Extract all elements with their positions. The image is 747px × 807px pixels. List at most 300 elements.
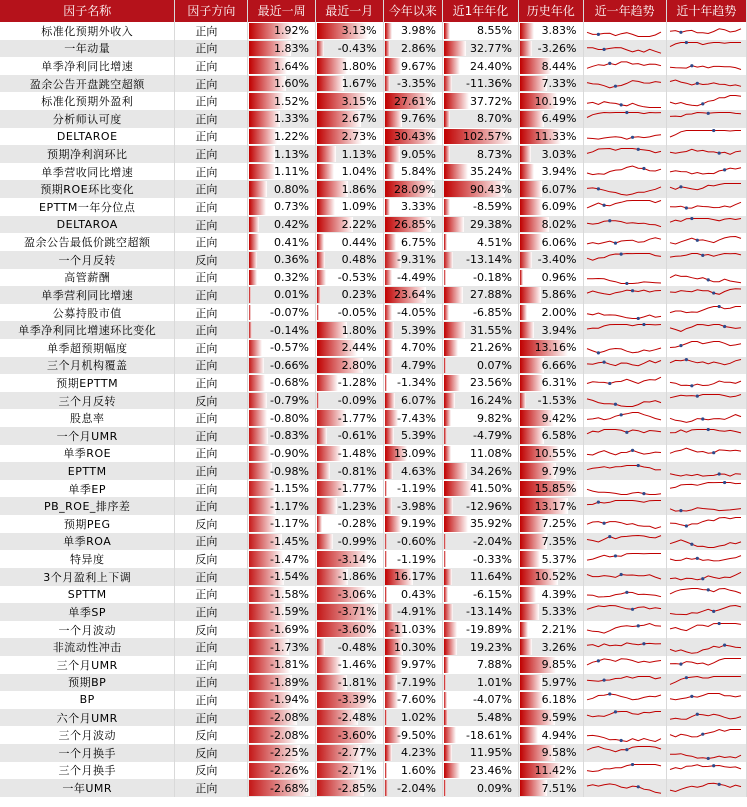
trend-1y-sparkline <box>583 92 666 110</box>
cell-value: -9.31% <box>397 253 436 267</box>
cell-value: 1.64% <box>274 59 309 73</box>
factor-name: SPTTM <box>0 586 175 604</box>
trend-1y-sparkline <box>583 445 666 463</box>
cell-value: -1.47% <box>270 552 309 566</box>
cell-last-week <box>248 233 316 251</box>
table-row <box>0 533 747 551</box>
sparkline-marker <box>696 82 699 85</box>
trend-1y-sparkline <box>583 233 666 251</box>
cell-1y-annualized <box>442 533 518 551</box>
factor-name: 一个月UMR <box>0 427 175 445</box>
cell-ytd <box>383 251 442 269</box>
trend-1y-sparkline <box>583 621 666 639</box>
trend-10y-sparkline <box>666 568 746 586</box>
cell-last-month <box>315 75 383 93</box>
factor-name: 三个月反转 <box>0 392 175 410</box>
sparkline-path <box>587 254 661 261</box>
table-row <box>0 586 747 604</box>
factor-name: 三个月换手 <box>0 762 175 780</box>
cell-value: -0.68% <box>270 376 309 390</box>
cell-value: 11.33% <box>534 129 577 143</box>
table-row <box>0 128 747 146</box>
trend-1y-sparkline <box>583 462 666 480</box>
cell-value: 7.33% <box>541 77 577 91</box>
factor-direction: 正向 <box>175 691 248 709</box>
sparkline-path <box>670 572 741 580</box>
cell-last-week <box>248 40 316 58</box>
cell-value: 4.70% <box>401 341 436 355</box>
cell-value: 1.13% <box>274 147 309 161</box>
cell-value: -6.85% <box>473 306 512 320</box>
cell-last-month <box>315 568 383 586</box>
cell-value: 5.86% <box>541 288 577 302</box>
cell-value: 23.46% <box>470 763 512 777</box>
cell-last-month <box>315 40 383 58</box>
cell-last-week <box>248 304 316 322</box>
factor-direction: 正向 <box>175 586 248 604</box>
trend-1y-sparkline <box>583 515 666 533</box>
cell-value: -0.79% <box>270 394 309 408</box>
factor-direction: 反向 <box>175 726 248 744</box>
header-ytd: 今年以来 <box>383 0 442 22</box>
cell-ytd <box>383 92 442 110</box>
cell-value: 19.23% <box>470 640 512 654</box>
cell-value: -3.26% <box>537 41 577 55</box>
sparkline-path <box>587 489 661 494</box>
sparkline-marker <box>608 382 611 385</box>
sparkline-marker <box>696 556 699 559</box>
trend-1y-sparkline <box>583 357 666 375</box>
sparkline-path <box>587 783 661 792</box>
cell-last-month <box>315 145 383 163</box>
cell-value: 1.01% <box>477 675 512 689</box>
sparkline-marker <box>636 624 639 627</box>
cell-ytd <box>383 128 442 146</box>
cell-ytd <box>383 744 442 762</box>
trend-1y-sparkline <box>583 586 666 604</box>
trend-10y-sparkline <box>666 269 746 287</box>
trend-10y-sparkline <box>666 744 746 762</box>
table-row <box>0 145 747 163</box>
trend-1y-sparkline <box>583 638 666 656</box>
cell-value: 2.86% <box>401 41 436 55</box>
sparkline-marker <box>630 290 633 293</box>
sparkline-marker <box>723 168 726 171</box>
cell-hist-annualized <box>518 357 583 375</box>
sparkline-path <box>587 747 661 752</box>
cell-value: 1.04% <box>341 165 377 179</box>
table-row <box>0 515 747 533</box>
cell-ytd <box>383 586 442 604</box>
header-factor-name: 因子名称 <box>0 0 175 22</box>
cell-last-month <box>315 286 383 304</box>
cell-hist-annualized <box>518 40 583 58</box>
factor-name: 分析师认可度 <box>0 110 175 128</box>
cell-last-month <box>315 92 383 110</box>
sparkline-marker <box>602 48 605 51</box>
sparkline-path <box>670 65 741 69</box>
trend-10y-sparkline <box>666 533 746 551</box>
sparkline-marker <box>690 385 693 388</box>
cell-value: 4.39% <box>541 587 577 601</box>
cell-value: -0.99% <box>337 534 377 548</box>
cell-value: 4.94% <box>541 728 577 742</box>
cell-hist-annualized <box>518 110 583 128</box>
cell-value: 0.48% <box>341 253 377 267</box>
cell-value: 41.50% <box>470 482 512 496</box>
trend-1y-sparkline <box>583 374 666 392</box>
cell-value: 1.60% <box>401 763 436 777</box>
trend-1y-sparkline <box>583 603 666 621</box>
sparkline-marker <box>596 187 599 190</box>
cell-hist-annualized <box>518 92 583 110</box>
sparkline-marker <box>596 33 599 36</box>
sparkline-marker <box>619 103 622 106</box>
cell-value: 0.32% <box>274 270 309 284</box>
trend-1y-sparkline <box>583 22 666 40</box>
factor-direction: 反向 <box>175 621 248 639</box>
cell-1y-annualized <box>442 304 518 322</box>
cell-value: 2.73% <box>341 129 377 143</box>
cell-value: -1.77% <box>337 482 377 496</box>
cell-hist-annualized <box>518 57 583 75</box>
cell-value: -0.14% <box>270 323 309 337</box>
cell-value: 2.80% <box>341 358 377 372</box>
cell-last-week <box>248 374 316 392</box>
cell-hist-annualized <box>518 586 583 604</box>
cell-value: 3.94% <box>541 323 577 337</box>
cell-value: 5.39% <box>401 323 436 337</box>
cell-1y-annualized <box>442 497 518 515</box>
cell-hist-annualized <box>518 726 583 744</box>
cell-ytd <box>383 57 442 75</box>
cell-hist-annualized <box>518 392 583 410</box>
cell-value: 15.85% <box>534 482 577 496</box>
cell-value: -2.25% <box>270 746 309 760</box>
trend-10y-sparkline <box>666 180 746 198</box>
trend-10y-sparkline <box>666 22 746 40</box>
factor-name: DELTAROE <box>0 128 175 146</box>
cell-value: -4.05% <box>397 306 436 320</box>
trend-10y-sparkline <box>666 163 746 181</box>
trend-10y-sparkline <box>666 128 746 146</box>
cell-hist-annualized <box>518 286 583 304</box>
cell-value: -3.06% <box>337 587 377 601</box>
trend-1y-sparkline <box>583 286 666 304</box>
table-row <box>0 568 747 586</box>
table-row <box>0 216 747 234</box>
cell-value: -2.26% <box>270 763 309 777</box>
factor-direction: 正向 <box>175 57 248 75</box>
cell-value: 11.64% <box>470 570 512 584</box>
factor-direction: 正向 <box>175 409 248 427</box>
sparkline-marker <box>619 739 622 742</box>
sparkline-path <box>670 540 741 548</box>
cell-value: -2.85% <box>337 781 377 795</box>
cell-value: 0.07% <box>477 358 512 372</box>
cell-last-month <box>315 233 383 251</box>
factor-direction: 正向 <box>175 92 248 110</box>
cell-value: -1.19% <box>397 482 436 496</box>
sparkline-marker <box>613 85 616 88</box>
cell-1y-annualized <box>442 233 518 251</box>
cell-last-month <box>315 638 383 656</box>
sparkline-marker <box>717 622 720 625</box>
factor-name: EPTTM <box>0 462 175 480</box>
factor-direction: 正向 <box>175 145 248 163</box>
cell-1y-annualized <box>442 550 518 568</box>
sparkline-marker <box>608 61 611 64</box>
trend-1y-sparkline <box>583 269 666 287</box>
factor-name: 预期BP <box>0 674 175 692</box>
sparkline-marker <box>696 395 699 398</box>
cell-hist-annualized <box>518 638 583 656</box>
cell-value: -13.14% <box>466 253 512 267</box>
sparkline-marker <box>619 573 622 576</box>
cell-last-month <box>315 392 383 410</box>
cell-value: 10.52% <box>534 570 577 584</box>
sparkline-path <box>587 764 661 771</box>
sparkline-path <box>670 645 741 653</box>
sparkline-path <box>670 783 741 791</box>
sparkline-marker <box>630 449 633 452</box>
trend-10y-sparkline <box>666 462 746 480</box>
cell-value: -0.33% <box>473 552 512 566</box>
sparkline-marker <box>712 292 715 295</box>
sparkline-path <box>587 575 661 580</box>
factor-direction: 正向 <box>175 357 248 375</box>
sparkline-marker <box>625 431 628 434</box>
cell-value: 5.33% <box>541 605 577 619</box>
factor-direction: 正向 <box>175 269 248 287</box>
factor-name: 一个月换手 <box>0 744 175 762</box>
trend-10y-sparkline <box>666 216 746 234</box>
sparkline-marker <box>690 217 693 220</box>
trend-1y-sparkline <box>583 480 666 498</box>
cell-value: 0.44% <box>341 235 377 249</box>
cell-hist-annualized <box>518 321 583 339</box>
cell-value: -3.71% <box>337 605 377 619</box>
factor-direction: 正向 <box>175 22 248 40</box>
cell-last-month <box>315 427 383 445</box>
cell-last-week <box>248 22 316 40</box>
sparkline-marker <box>613 403 616 406</box>
cell-last-month <box>315 409 383 427</box>
factor-direction: 正向 <box>175 163 248 181</box>
trend-1y-sparkline <box>583 145 666 163</box>
cell-last-month <box>315 603 383 621</box>
factor-name: EPTTM一年分位点 <box>0 198 175 216</box>
sparkline-marker <box>701 732 704 735</box>
factor-direction: 正向 <box>175 568 248 586</box>
table-row <box>0 75 747 93</box>
sparkline-marker <box>619 253 622 256</box>
cell-hist-annualized <box>518 251 583 269</box>
factor-direction: 正向 <box>175 674 248 692</box>
sparkline-path <box>587 135 661 140</box>
table-row <box>0 339 747 357</box>
cell-hist-annualized <box>518 198 583 216</box>
cell-last-week <box>248 726 316 744</box>
sparkline-path <box>587 101 661 107</box>
sparkline-path <box>587 624 661 634</box>
cell-last-week <box>248 321 316 339</box>
factor-direction: 正向 <box>175 198 248 216</box>
table-row <box>0 427 747 445</box>
trend-1y-sparkline <box>583 110 666 128</box>
cell-ytd <box>383 339 442 357</box>
cell-last-month <box>315 22 383 40</box>
cell-1y-annualized <box>442 480 518 498</box>
cell-1y-annualized <box>442 586 518 604</box>
cell-value: 9.42% <box>541 411 577 425</box>
trend-1y-sparkline <box>583 709 666 727</box>
sparkline-path <box>587 412 661 419</box>
trend-1y-sparkline <box>583 75 666 93</box>
cell-1y-annualized <box>442 180 518 198</box>
cell-last-week <box>248 779 316 797</box>
factor-direction: 正向 <box>175 709 248 727</box>
cell-value: 37.72% <box>470 94 512 108</box>
cell-hist-annualized <box>518 709 583 727</box>
cell-last-week <box>248 392 316 410</box>
trend-10y-sparkline <box>666 57 746 75</box>
cell-value: 3.98% <box>401 24 436 38</box>
cell-value: 6.75% <box>401 235 436 249</box>
cell-1y-annualized <box>442 110 518 128</box>
cell-value: 35.92% <box>470 517 512 531</box>
trend-1y-sparkline <box>583 497 666 515</box>
cell-value: 13.16% <box>534 341 577 355</box>
factor-direction: 正向 <box>175 110 248 128</box>
cell-hist-annualized <box>518 304 583 322</box>
trend-1y-sparkline <box>583 726 666 744</box>
cell-ytd <box>383 762 442 780</box>
sparkline-path <box>587 553 661 560</box>
sparkline-marker <box>701 577 704 580</box>
cell-1y-annualized <box>442 709 518 727</box>
cell-value: 13.17% <box>534 499 577 513</box>
cell-1y-annualized <box>442 744 518 762</box>
sparkline-path <box>587 735 661 741</box>
sparkline-path <box>587 61 661 67</box>
cell-last-month <box>315 709 383 727</box>
header-10y-trend: 近十年趋势 <box>666 0 746 22</box>
cell-value: 1.67% <box>341 77 377 91</box>
cell-value: -19.89% <box>466 623 512 637</box>
cell-value: -3.14% <box>337 552 377 566</box>
cell-value: -2.68% <box>270 781 309 795</box>
trend-1y-sparkline <box>583 550 666 568</box>
cell-value: 2.21% <box>541 623 577 637</box>
sparkline-path <box>670 168 741 174</box>
trend-10y-sparkline <box>666 304 746 322</box>
factor-name: 非流动性冲击 <box>0 638 175 656</box>
cell-value: -0.90% <box>270 446 309 460</box>
cell-1y-annualized <box>442 621 518 639</box>
sparkline-path <box>670 236 741 244</box>
cell-ytd <box>383 110 442 128</box>
table-row <box>0 445 747 463</box>
sparkline-path <box>670 714 741 719</box>
cell-value: 1.11% <box>274 165 309 179</box>
cell-1y-annualized <box>442 57 518 75</box>
trend-10y-sparkline <box>666 392 746 410</box>
factor-name: BP <box>0 691 175 709</box>
factor-direction: 正向 <box>175 480 248 498</box>
cell-value: -4.49% <box>397 270 436 284</box>
trend-10y-sparkline <box>666 674 746 692</box>
cell-value: 8.55% <box>477 24 512 38</box>
factor-name: 三个月UMR <box>0 656 175 674</box>
table-row <box>0 409 747 427</box>
cell-hist-annualized <box>518 779 583 797</box>
cell-last-month <box>315 180 383 198</box>
cell-value: -3.98% <box>397 499 436 513</box>
cell-last-week <box>248 691 316 709</box>
factor-direction: 正向 <box>175 304 248 322</box>
cell-hist-annualized <box>518 480 583 498</box>
cell-value: 10.55% <box>534 446 577 460</box>
table-row <box>0 691 747 709</box>
cell-hist-annualized <box>518 216 583 234</box>
table-row <box>0 92 747 110</box>
sparkline-marker <box>642 167 645 170</box>
table-row <box>0 392 747 410</box>
factor-direction: 正向 <box>175 180 248 198</box>
cell-value: -8.59% <box>473 200 512 214</box>
cell-value: -0.18% <box>473 270 512 284</box>
cell-value: -1.77% <box>337 411 377 425</box>
trend-1y-sparkline <box>583 57 666 75</box>
cell-value: -0.66% <box>270 358 309 372</box>
sparkline-marker <box>706 112 709 115</box>
cell-value: -1.81% <box>337 675 377 689</box>
sparkline-path <box>670 289 741 295</box>
cell-value: 5.39% <box>401 429 436 443</box>
trend-10y-sparkline <box>666 40 746 58</box>
factor-name: 盈余公告最低价跳空超额 <box>0 233 175 251</box>
trend-1y-sparkline <box>583 533 666 551</box>
cell-1y-annualized <box>442 163 518 181</box>
cell-value: 1.86% <box>341 182 377 196</box>
factor-direction: 正向 <box>175 216 248 234</box>
trend-10y-sparkline <box>666 726 746 744</box>
cell-1y-annualized <box>442 762 518 780</box>
cell-ytd <box>383 603 442 621</box>
trend-10y-sparkline <box>666 357 746 375</box>
table-row <box>0 762 747 780</box>
cell-value: 3.03% <box>541 147 577 161</box>
table-row <box>0 40 747 58</box>
sparkline-marker <box>723 481 726 484</box>
trend-1y-sparkline <box>583 779 666 797</box>
cell-1y-annualized <box>442 462 518 480</box>
cell-1y-annualized <box>442 374 518 392</box>
sparkline-marker <box>636 317 639 320</box>
trend-10y-sparkline <box>666 656 746 674</box>
sparkline-path <box>587 278 661 283</box>
cell-value: -7.43% <box>397 411 436 425</box>
trend-10y-sparkline <box>666 709 746 727</box>
cell-value: 1.80% <box>341 59 377 73</box>
cell-last-week <box>248 145 316 163</box>
sparkline-marker <box>679 663 682 666</box>
cell-value: -4.91% <box>397 605 436 619</box>
header-last-month: 最近一月 <box>315 0 383 22</box>
cell-value: 6.49% <box>541 112 577 126</box>
cell-1y-annualized <box>442 198 518 216</box>
